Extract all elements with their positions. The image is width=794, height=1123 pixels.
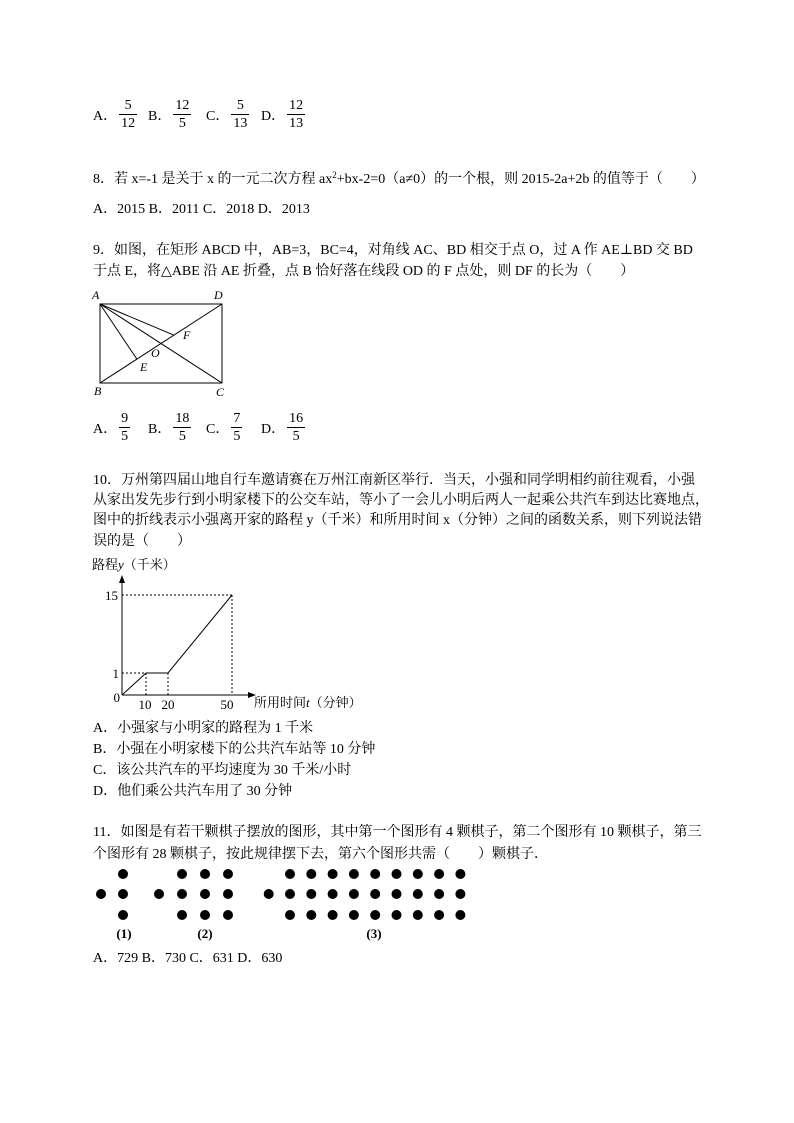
fraction — [173, 97, 191, 132]
x-tick-label-20: 20 — [161, 697, 175, 712]
point-label-f: F — [183, 328, 191, 342]
x-axis-unit: （分钟） — [309, 695, 362, 710]
fraction-numerator: 5 — [236, 98, 244, 113]
q10-option-b: B．小强在小明家楼下的公共汽车站等 10 分钟 — [93, 742, 376, 757]
chess-piece-dot — [455, 910, 465, 920]
fraction-denominator: 12 — [121, 116, 136, 131]
fraction-denominator: 5 — [292, 429, 300, 444]
y-axis-title-text: 路程 — [92, 557, 119, 572]
q7-option-a — [93, 97, 137, 132]
chess-piece-dot — [434, 910, 444, 920]
vertex-label-d: D — [214, 288, 223, 302]
q9-option-a — [93, 410, 130, 445]
chess-piece-dot — [306, 869, 316, 879]
fraction — [119, 410, 130, 445]
q10-stem-line-4: 误的是（ ） — [93, 534, 191, 549]
chess-piece-dot — [349, 910, 359, 920]
fraction-numerator: 12 — [175, 98, 190, 113]
distance-time-polyline — [122, 595, 232, 695]
q7-option-b — [148, 97, 191, 132]
q10-stem-line-3: 图中的折线表示小强离开家的路程 y（千米）和所用时间 x（分钟）之间的函数关系，则下列说法错 — [93, 513, 702, 528]
point-label-e: E — [140, 360, 148, 374]
origin-label: 0 — [113, 690, 120, 705]
chess-piece-dot — [392, 910, 402, 920]
chess-piece-dot — [328, 910, 338, 920]
figure-caption-3: (3) — [366, 926, 382, 941]
chess-piece-dot — [306, 889, 316, 899]
fraction-numerator: 7 — [233, 411, 241, 426]
option-label: C． — [206, 108, 230, 124]
fraction-numerator: 9 — [121, 411, 129, 426]
option-label: B． — [148, 421, 172, 437]
x-tick-label-10: 10 — [138, 697, 152, 712]
chess-piece-pattern-figure — [88, 860, 478, 928]
fraction — [119, 97, 137, 132]
chess-piece-dot — [392, 869, 402, 879]
chess-piece-dot — [349, 889, 359, 899]
chess-piece-dot — [306, 910, 316, 920]
fraction-numerator: 5 — [124, 98, 132, 113]
q11-stem-line-2: 个图形有 28 颗棋子，按此规律摆下去，第六个图形共需（ ）颗棋子． — [93, 847, 548, 862]
option-label: A． — [93, 421, 118, 437]
segment-af — [100, 304, 173, 335]
chess-piece-dot — [413, 910, 423, 920]
vertex-label-a: A — [92, 288, 100, 302]
chess-piece-dot — [434, 889, 444, 899]
chess-piece-dot — [285, 910, 295, 920]
fraction-denominator: 13 — [233, 116, 248, 131]
chess-piece-dot — [223, 889, 233, 899]
fraction — [173, 410, 191, 445]
fraction — [231, 410, 242, 445]
option-label: A． — [93, 108, 118, 124]
chess-piece-dot — [370, 910, 380, 920]
option-label: C． — [206, 421, 230, 437]
distance-time-graph — [88, 555, 258, 715]
chess-piece-dot — [118, 869, 128, 879]
fraction-denominator: 5 — [178, 116, 186, 131]
y-axis-arrow-icon — [119, 575, 125, 583]
y-axis-variable: y — [118, 557, 124, 572]
chess-piece-dot — [285, 869, 295, 879]
chess-piece-dot — [154, 889, 164, 899]
chess-piece-dot — [200, 869, 210, 879]
fraction-numerator: 18 — [175, 411, 190, 426]
q7-option-c — [206, 97, 249, 132]
q8-options: A．2015 B．2011 C．2018 D．2013 — [93, 202, 310, 217]
fraction — [287, 410, 305, 445]
fraction-numerator: 12 — [289, 98, 304, 113]
y-axis-unit: （千米） — [123, 557, 176, 572]
chess-piece-dot — [413, 869, 423, 879]
y-tick-label-15: 15 — [105, 588, 118, 603]
chess-piece-dot — [118, 889, 128, 899]
figure-caption-1: (1) — [116, 926, 132, 941]
q9-option-c — [206, 410, 242, 445]
chess-piece-dot — [370, 869, 380, 879]
chess-piece-dot — [223, 910, 233, 920]
chess-piece-dot — [328, 869, 338, 879]
q10-option-a: A．小强家与小明家的路程为 1 千米 — [93, 721, 314, 736]
q7-option-d — [261, 97, 305, 132]
chess-piece-dot — [264, 889, 274, 899]
q11-options: A．729 B．730 C．631 D．630 — [93, 951, 283, 966]
chess-piece-dot — [200, 910, 210, 920]
chess-piece-dot — [455, 889, 465, 899]
q10-option-c: C．该公共汽车的平均速度为 30 千米/小时 — [93, 763, 352, 778]
chess-piece-dot — [370, 889, 380, 899]
chess-piece-dot — [285, 889, 295, 899]
chess-piece-dot — [349, 869, 359, 879]
rectangle-fold-diagram — [88, 285, 238, 401]
chess-piece-dot — [455, 869, 465, 879]
chess-piece-dot — [177, 889, 187, 899]
x-tick-label-50: 50 — [220, 697, 234, 712]
option-label: B． — [148, 108, 172, 124]
x-axis-title-text: 所用时间 — [254, 695, 307, 710]
chess-piece-dot — [223, 869, 233, 879]
chess-piece-dot — [177, 869, 187, 879]
q8-stem — [93, 170, 705, 190]
chess-piece-dot — [96, 889, 106, 899]
option-label: D． — [261, 421, 286, 437]
q10-stem-line-2: 从家出发先步行到小明家楼下的公交车站，等小了一会儿小明后两人一起乘公共汽车到达比赛地点， — [93, 493, 709, 508]
q11-stem-line-1: 11．如图是有若干颗棋子摆放的图形，其中第一个图形有 4 颗棋子，第二个图形有 10 颗棋子，第三 — [93, 825, 702, 840]
fraction-denominator: 5 — [233, 429, 241, 444]
fraction — [287, 97, 305, 132]
fraction-denominator: 5 — [121, 429, 129, 444]
fraction — [231, 97, 249, 132]
pattern-figure-3 — [264, 869, 466, 920]
q9-stem-line-1: 9．如图，在矩形 ABCD 中，AB=3，BC=4，对角线 AC、BD 相交于点 O，过 A 作 AE⊥BD 交 BD — [93, 243, 693, 258]
q10-option-d: D．他们乘公共汽车用了 30 分钟 — [93, 784, 293, 799]
q9-stem-line-2: 于点 E，将△ABE 沿 AE 折叠，点 B 恰好落在线段 OD 的 F 点处，则 DF 的长为（ ） — [93, 264, 635, 279]
chess-piece-dot — [200, 889, 210, 899]
vertex-label-c: C — [216, 385, 225, 399]
option-label: D． — [261, 108, 286, 124]
chess-piece-dot — [392, 889, 402, 899]
q9-option-b — [148, 410, 191, 445]
x-axis-variable: t — [306, 695, 310, 710]
q9-option-d — [261, 410, 305, 445]
point-label-o: O — [151, 346, 160, 360]
chess-piece-dot — [118, 910, 128, 920]
chess-piece-dot — [413, 889, 423, 899]
q10-stem-line-1: 10．万州第四届山地自行车邀请赛在万州江南新区举行．当天，小强和同学明相约前往观看，小强 — [93, 473, 695, 488]
fraction-denominator: 13 — [289, 116, 304, 131]
chess-piece-dot — [177, 910, 187, 920]
fraction-numerator: 16 — [289, 411, 304, 426]
q8-stem-part-1: 8．若 x=-1 是关于 x 的一元二次方程 ax — [93, 172, 333, 187]
x-axis-title — [254, 694, 362, 712]
q8-stem-part-2: +bx-2=0（a≠0）的一个根，则 2015-2a+2b 的值等于（ ） — [336, 172, 705, 187]
y-tick-label-1: 1 — [112, 666, 119, 681]
vertex-label-b: B — [94, 384, 102, 398]
figure-caption-2: (2) — [197, 926, 213, 941]
exponent: 2 — [332, 170, 337, 180]
pattern-figure-2 — [154, 869, 233, 920]
fraction-denominator: 5 — [178, 429, 186, 444]
chess-piece-dot — [434, 869, 444, 879]
pattern-figure-1 — [96, 869, 128, 920]
chess-piece-dot — [328, 889, 338, 899]
